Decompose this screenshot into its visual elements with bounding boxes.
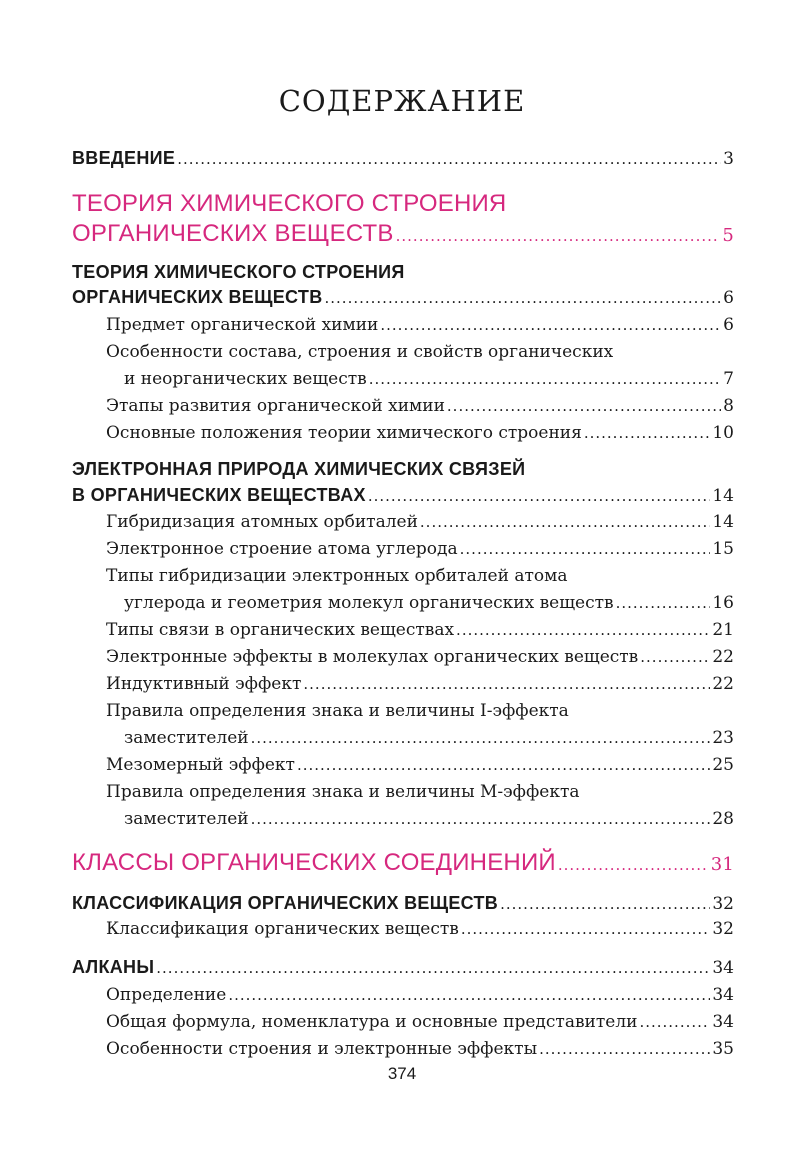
entry-label: Электронные эффекты в молекулах органических веществ (106, 647, 639, 667)
entry-label-line1: Правила определения знака и величины М-эффекта (106, 782, 580, 802)
leader-dots (368, 487, 711, 505)
toc-entry-ch2[interactable] (72, 485, 734, 506)
entry-label: Гибридизация атомных орбиталей (106, 512, 418, 532)
leader-dots (380, 316, 721, 334)
leader-dots (303, 675, 710, 693)
toc-entry[interactable] (124, 369, 734, 389)
entry-page: 35 (712, 1039, 734, 1059)
entry-label: Основные положения теории химического строения (106, 423, 582, 443)
entry-label: Типы связи в органических веществах (106, 620, 455, 640)
leader-dots (396, 227, 721, 245)
leader-dots (156, 959, 710, 977)
toc-entry[interactable] (124, 593, 734, 613)
toc-entry[interactable] (106, 1012, 734, 1032)
leader-dots (616, 594, 711, 612)
entry-page: 22 (712, 647, 734, 667)
toc-entry[interactable] (106, 1039, 734, 1059)
leader-dots (369, 370, 721, 388)
entry-page: 34 (712, 1012, 734, 1032)
entry-label: Индуктивный эффект (106, 674, 302, 694)
entry-label: Классификация органических веществ (106, 919, 459, 939)
toc-entry[interactable] (106, 919, 734, 939)
entry-page: 21 (712, 620, 734, 640)
entry-label: Общая формула, номенклатура и основные представители (106, 1012, 638, 1032)
leader-dots (456, 621, 710, 639)
entry-page: 14 (712, 512, 734, 532)
entry-label: Электронное строение атома углерода (106, 539, 458, 559)
toc-entry[interactable] (106, 423, 734, 443)
page-number: 374 (387, 1064, 417, 1083)
part-title-line1: ТЕОРИЯ ХИМИЧЕСКОГО СТРОЕНИЯ (72, 190, 507, 217)
toc-entry-ch1[interactable] (72, 287, 734, 308)
entry-label: ВВЕДЕНИЕ (72, 148, 176, 168)
chapter-title-line1: ТЕОРИЯ ХИМИЧЕСКОГО СТРОЕНИЯ (72, 262, 405, 282)
leader-dots (420, 513, 710, 531)
entry-label-line1: Типы гибридизации электронных орбиталей атома (106, 566, 568, 586)
entry-page: 16 (712, 593, 734, 613)
part-title: КЛАССЫ ОРГАНИЧЕСКИХ СОЕДИНЕНИЙ (72, 849, 556, 876)
entry-page: 32 (712, 919, 734, 939)
entry-page: 28 (712, 809, 734, 829)
toc-entry-part2[interactable] (72, 849, 734, 877)
chapter-title-line2: В ОРГАНИЧЕСКИХ ВЕЩЕСТВАХ (72, 485, 366, 505)
leader-dots (500, 895, 710, 913)
entry-label: Определение (106, 985, 227, 1005)
page-title: СОДЕРЖАНИЕ (278, 84, 526, 118)
leader-dots (251, 810, 711, 828)
entry-label: Особенности строения и электронные эффекты (106, 1039, 538, 1059)
entry-page: 31 (710, 854, 734, 875)
entry-page: 34 (712, 958, 734, 978)
toc-entry[interactable] (106, 755, 734, 775)
entry-page: 5 (722, 225, 734, 246)
entry-page: 6 (723, 315, 734, 335)
entry-label: Этапы развития органической химии (106, 396, 445, 416)
entry-page: 25 (712, 755, 734, 775)
entry-label-line1: Особенности состава, строения и свойств органических (106, 342, 614, 362)
entry-label-line2: и неорганических веществ (124, 369, 367, 389)
entry-page: 32 (712, 894, 734, 914)
leader-dots (325, 289, 722, 307)
entry-page: 14 (712, 486, 734, 506)
leader-dots (460, 540, 711, 558)
toc-entry[interactable] (106, 647, 734, 667)
leader-dots (228, 986, 710, 1004)
toc-entry[interactable] (106, 985, 734, 1005)
toc-entry[interactable] (124, 809, 734, 829)
entry-label-line1: Правила определения знака и величины I-эффекта (106, 701, 569, 721)
toc-entry[interactable] (106, 539, 734, 559)
entry-page: 7 (723, 369, 734, 389)
entry-page: 10 (712, 423, 734, 443)
leader-dots (640, 648, 710, 666)
leader-dots (447, 397, 721, 415)
leader-dots (251, 729, 711, 747)
toc-entry[interactable] (106, 396, 734, 416)
toc-entry-ch3[interactable] (72, 893, 734, 914)
toc-entry-intro[interactable] (72, 148, 734, 169)
entry-page: 6 (723, 288, 734, 308)
entry-label: Предмет органической химии (106, 315, 379, 335)
toc-entry[interactable] (106, 315, 734, 335)
toc-entry[interactable] (106, 512, 734, 532)
entry-page: 22 (712, 674, 734, 694)
chapter-title-line2: ОРГАНИЧЕСКИХ ВЕЩЕСТВ (72, 287, 323, 307)
leader-dots (297, 756, 710, 774)
entry-label-line2: заместителей (124, 728, 249, 748)
leader-dots (177, 150, 721, 168)
entry-page: 34 (712, 985, 734, 1005)
leader-dots (539, 1040, 710, 1058)
entry-page: 8 (723, 396, 734, 416)
chapter-title: КЛАССИФИКАЦИЯ ОРГАНИЧЕСКИХ ВЕЩЕСТВ (72, 893, 499, 913)
toc-entry[interactable] (124, 728, 734, 748)
leader-dots (584, 424, 711, 442)
entry-page: 23 (712, 728, 734, 748)
chapter-title: АЛКАНЫ (72, 957, 155, 977)
chapter-title-line1: ЭЛЕКТРОННАЯ ПРИРОДА ХИМИЧЕСКИХ СВЯЗЕЙ (72, 459, 526, 479)
toc-entry-part1[interactable] (72, 220, 734, 248)
toc-entry[interactable] (106, 674, 734, 694)
toc-entry-ch4[interactable] (72, 957, 734, 978)
leader-dots (558, 856, 709, 874)
entry-label-line2: углерода и геометрия молекул органических веществ (124, 593, 614, 613)
entry-label: Мезомерный эффект (106, 755, 295, 775)
entry-label-line2: заместителей (124, 809, 249, 829)
part-title-line2: ОРГАНИЧЕСКИХ ВЕЩЕСТВ (72, 220, 394, 247)
leader-dots (461, 920, 711, 938)
entry-page: 15 (712, 539, 734, 559)
entry-page: 3 (723, 149, 734, 169)
leader-dots (639, 1013, 710, 1031)
toc-entry[interactable] (106, 620, 734, 640)
